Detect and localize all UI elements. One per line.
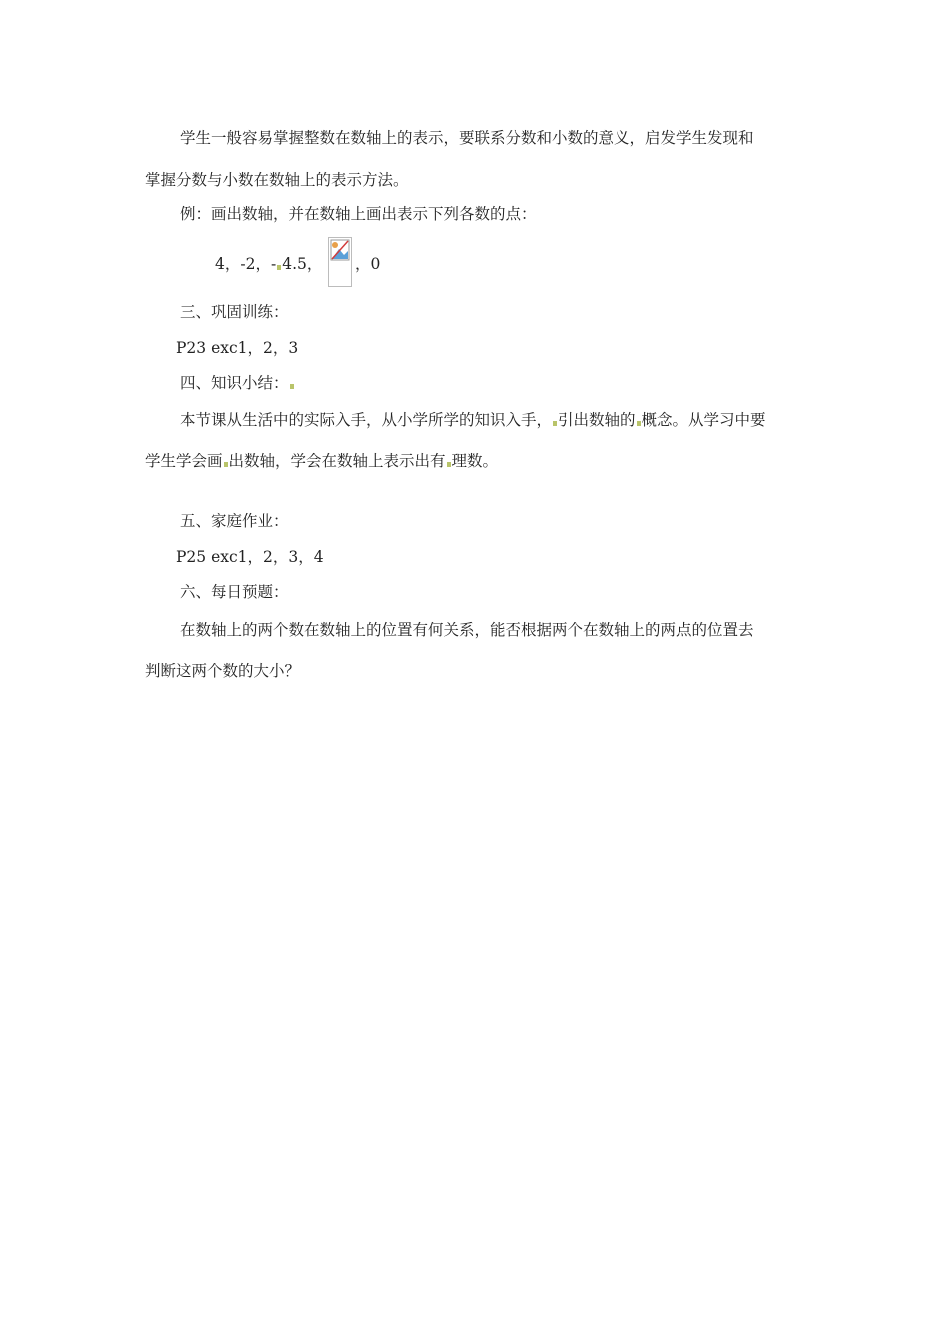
- text-run: 出数轴，学会在数轴上表示出有: [228, 452, 446, 470]
- section-heading: 五、家庭作业：: [180, 512, 289, 530]
- section-heading: [180, 373, 295, 393]
- numbers-part: 4.5，: [282, 255, 323, 273]
- heading-text: 四、知识小结：: [180, 374, 289, 392]
- text-run: 本节课从生活中的实际入手，从小学所学的知识入手，: [180, 411, 553, 429]
- edit-mark: [447, 462, 451, 467]
- section-heading: 六、每日预题：: [180, 583, 289, 601]
- numbers-part: ，0: [355, 255, 381, 273]
- paragraph-line: 在数轴上的两个数在数轴上的位置有何关系，能否根据两个在数轴上的两点的位置去: [180, 621, 754, 639]
- edit-mark: [637, 421, 641, 426]
- edit-mark: [224, 462, 228, 467]
- section-body: P23 exc1，2，3: [176, 339, 299, 357]
- broken-image-icon: [328, 237, 352, 287]
- numbers-part: 4，-2，-: [215, 255, 277, 273]
- text-run: 学生学会画: [145, 452, 223, 470]
- text-run: 理数。: [451, 452, 499, 470]
- text-run: 引出数轴的: [558, 411, 636, 429]
- paragraph-line: 判断这两个数的大小？: [145, 662, 301, 680]
- section-heading: 三、巩固训练：: [180, 303, 289, 321]
- edit-mark: [290, 384, 294, 389]
- numbers-line: [215, 254, 322, 274]
- text-run: 概念。从学习中要: [641, 411, 766, 429]
- edit-mark: [553, 421, 557, 426]
- section-body: P25 exc1，2，3，4: [176, 548, 324, 566]
- paragraph-line: 掌握分数与小数在数轴上的表示方法。: [145, 171, 409, 189]
- paragraph-line: [180, 410, 766, 430]
- paragraph-line: 学生一般容易掌握整数在数轴上的表示，要联系分数和小数的意义，启发学生发现和: [180, 129, 754, 147]
- paragraph-line: [145, 451, 498, 471]
- edit-mark: [277, 265, 281, 270]
- example-line: 例：画出数轴，并在数轴上画出表示下列各数的点：: [180, 205, 537, 223]
